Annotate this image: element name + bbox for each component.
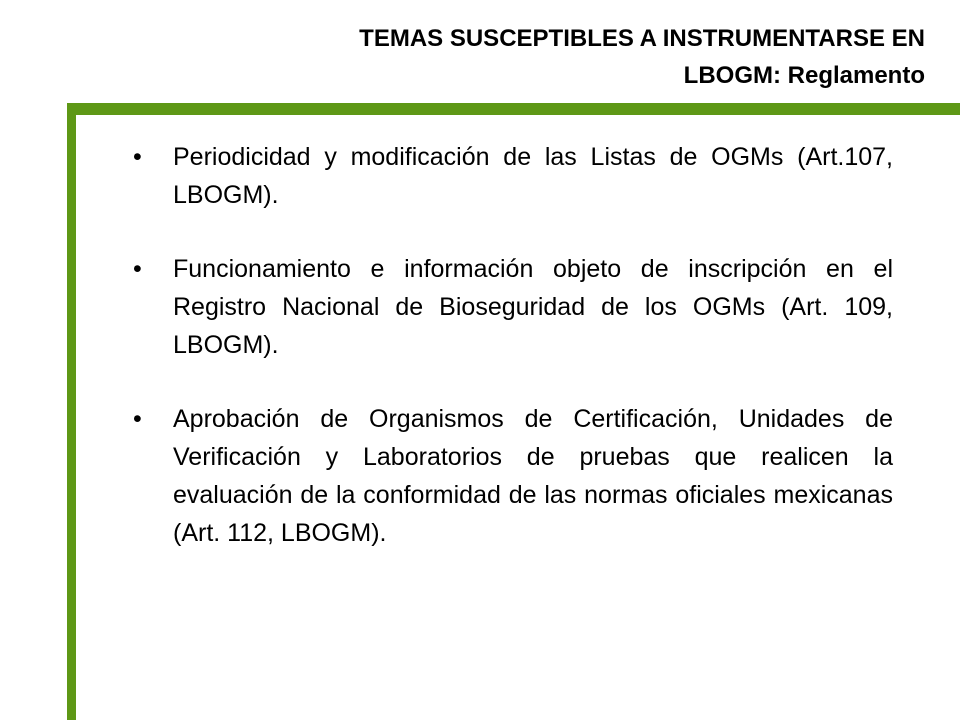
bullet-item [133,250,893,364]
slide-title-line2: LBOGM: Reglamento [683,62,925,89]
slide-title-line1: TEMAS SUSCEPTIBLES A INSTRUMENTARSE EN [359,25,925,52]
bullet-item [133,400,893,552]
bullet-text: Funcionamiento e información objeto de inscripción en el Registro Nacional de Bioseguridad de los OGMs (Art. 109, LBOGM). [173,255,893,359]
frame-top-bar [67,103,960,115]
bullet-dot-icon: • [133,405,142,433]
frame-left-bar [67,103,76,720]
bullet-dot-icon: • [133,255,142,283]
slide-title [150,20,925,94]
bullet-text: Periodicidad y modificación de las Listas de OGMs (Art.107, LBOGM). [173,143,893,209]
bullet-list [133,138,893,552]
bullet-dot-icon: • [133,143,142,171]
bullet-text: Aprobación de Organismos de Certificación, Unidades de Verificación y Laboratorios de pruebas que realicen la evaluación de la conformidad de las normas oficiales mexicanas (Art. 112, LBOGM). [173,405,893,547]
bullet-item [133,138,893,214]
